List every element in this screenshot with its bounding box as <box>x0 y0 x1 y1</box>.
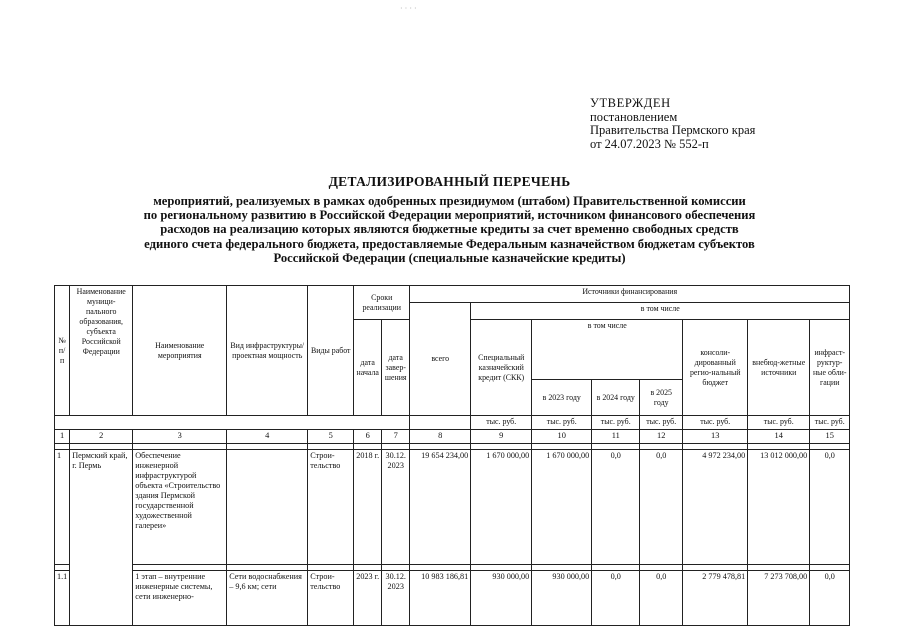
cell-end: 30.12. 2023 <box>382 571 410 626</box>
subtitle-line: по региональному развитию в Российской Федерации мероприятий, источником финансового обеспечения <box>143 208 756 223</box>
col-number: 10 <box>532 430 592 444</box>
subtitle-line: мероприятий, реализуемых в рамках одобренных президиумом (штабом) Правительственной комиссии <box>153 194 746 208</box>
cell-start: 2018 г. <box>354 450 382 565</box>
col-number: 14 <box>748 430 810 444</box>
table-row <box>55 450 850 565</box>
cell-2024: 0,0 <box>592 571 640 626</box>
header-total: всего <box>410 303 471 416</box>
column-numbers-row <box>55 430 850 444</box>
header-event: Наименование мероприятия <box>133 286 227 416</box>
approval-block <box>590 97 755 151</box>
header-municipality: Наименование муници-пального образования, субъекта Российской Федерации <box>70 286 133 416</box>
subtitle-line: расходов на реализацию которых являются бюджетные кредиты за счет временно свободных средств <box>160 222 739 237</box>
cell-works: Строи-тельство <box>308 450 354 565</box>
financing-table <box>54 285 850 626</box>
header-sources: Источники финансирования <box>410 286 850 303</box>
cell-infrastructure <box>227 450 308 565</box>
header-year-2023: в 2023 году <box>532 380 592 416</box>
header-start: дата начала <box>354 320 382 416</box>
header-consolidated: консоли-дированный регио-нальный бюджет <box>683 320 748 416</box>
cell-start: 2023 г. <box>354 571 382 626</box>
col-number: 3 <box>133 430 227 444</box>
header-infrastructure: Вид инфраструктуры/ проектная мощность <box>227 286 308 416</box>
col-number: 7 <box>382 430 410 444</box>
header-end: дата завер-шения <box>382 320 410 416</box>
cell-total: 10 983 186,81 <box>410 571 471 626</box>
cell-num: 1 <box>55 450 70 565</box>
col-number: 6 <box>354 430 382 444</box>
cell-event: 1 этап – внутренние инженерные системы, сети инженерно- <box>133 571 227 626</box>
approval-line-3: от 24.07.2023 № 552-п <box>590 136 709 151</box>
cell-end: 30.12. 2023 <box>382 450 410 565</box>
cell-bonds: 0,0 <box>810 450 850 565</box>
cell-extrabudget: 13 012 000,00 <box>748 450 810 565</box>
col-number: 15 <box>810 430 850 444</box>
col-number: 5 <box>308 430 354 444</box>
header-year-2024: в 2024 году <box>592 380 640 416</box>
cell-2025: 0,0 <box>640 571 683 626</box>
cell-works: Строи-тельство <box>308 571 354 626</box>
unit-spacer <box>55 416 410 430</box>
approval-line-2: Правительства Пермского края <box>590 123 756 138</box>
col-number: 2 <box>70 430 133 444</box>
unit-consolidated: тыс. руб. <box>683 416 748 430</box>
cell-skk: 1 670 000,00 <box>471 450 532 565</box>
cell-bonds: 0,0 <box>810 571 850 626</box>
col-number: 9 <box>471 430 532 444</box>
col-number: 8 <box>410 430 471 444</box>
cell-extrabudget: 7 273 708,00 <box>748 571 810 626</box>
col-number: 13 <box>683 430 748 444</box>
cell-consolidated: 2 779 478,81 <box>683 571 748 626</box>
header-infra-bonds: инфраст-руктур-ные обли-гации <box>810 320 850 416</box>
unit-2024: тыс. руб. <box>592 416 640 430</box>
cell-2023: 930 000,00 <box>532 571 592 626</box>
document-subtitle <box>70 194 829 265</box>
table-row <box>55 571 850 626</box>
cell-infrastructure: Сети водоснабжения – 9,6 км; сети <box>227 571 308 626</box>
col-number: 11 <box>592 430 640 444</box>
header-terms: Сроки реализации <box>354 286 410 320</box>
unit-2025: тыс. руб. <box>640 416 683 430</box>
subtitle-line: Российской Федерации (специальные казначейские кредиты) <box>273 250 626 265</box>
unit-2023: тыс. руб. <box>532 416 592 430</box>
document-title: ДЕТАЛИЗИРОВАННЫЙ ПЕРЕЧЕНЬ <box>328 174 571 189</box>
header-including: в том числе <box>471 303 850 320</box>
col-number: 4 <box>227 430 308 444</box>
cell-consolidated: 4 972 234,00 <box>683 450 748 565</box>
cell-event: Обеспечение инженерной инфраструктурой объекта «Строительство здания Пермской государственной художественной галереи» <box>133 450 227 565</box>
cell-2023: 1 670 000,00 <box>532 450 592 565</box>
col-number: 1 <box>55 430 70 444</box>
subtitle-line: единого счета федерального бюджета, предоставляемые Федеральным казначейством бюджетам субъектов <box>144 236 755 251</box>
cell-total: 19 654 234,00 <box>410 450 471 565</box>
col-number: 12 <box>640 430 683 444</box>
header-skk: Специальный казначейский кредит (СКК) <box>471 320 532 416</box>
header-works: Виды работ <box>308 286 354 416</box>
cell-municipality: Пермский край, г. Пермь <box>70 450 133 626</box>
header-year-2025: в 2025 году <box>640 380 683 416</box>
scan-artifact: · · · · <box>400 4 417 13</box>
cell-2025: 0,0 <box>640 450 683 565</box>
approval-line-1: постановлением <box>590 109 678 124</box>
cell-2024: 0,0 <box>592 450 640 565</box>
unit-skk: тыс. руб. <box>471 416 532 430</box>
unit-extrabudget: тыс. руб. <box>748 416 810 430</box>
header-num: № п/п <box>55 286 70 416</box>
cell-num: 1.1 <box>55 571 70 626</box>
header-skk-including: в том числе <box>532 320 683 380</box>
header-extrabudget: внебюд-жетные источники <box>748 320 810 416</box>
unit-total <box>410 416 471 430</box>
unit-bonds: тыс. руб. <box>810 416 850 430</box>
cell-skk: 930 000,00 <box>471 571 532 626</box>
approval-heading: УТВЕРЖДЕН <box>590 96 671 110</box>
